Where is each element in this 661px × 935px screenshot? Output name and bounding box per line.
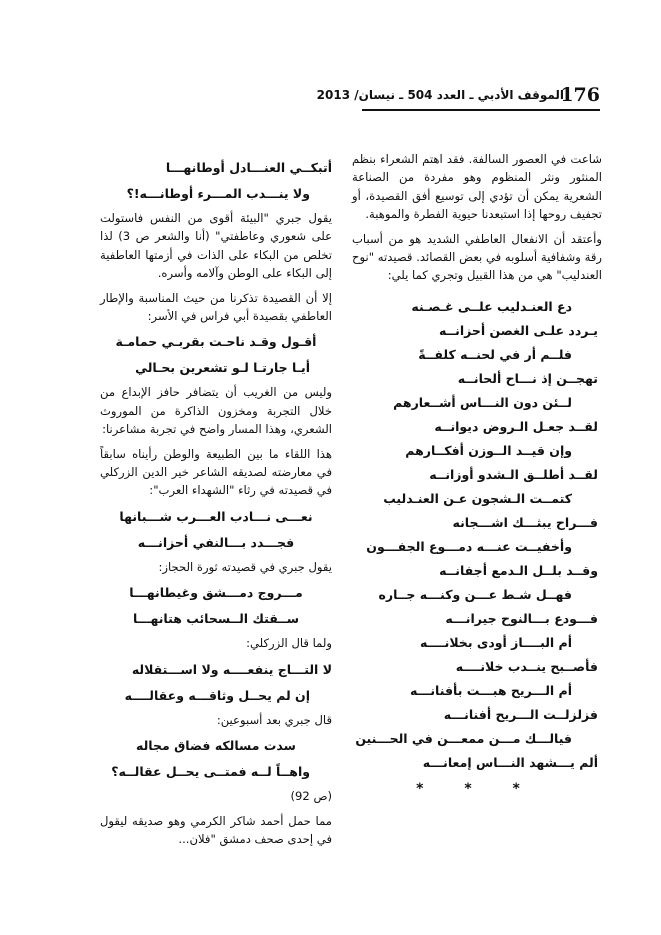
verse-line: أيـا جارتـا لـو تشعرين بحـالي [135, 360, 310, 376]
verse-line: لقــد جعـل الـروض ديوانــه [434, 418, 598, 434]
verse-line: فيالـــك مـــن ممعـــن في الحـــنين [355, 730, 572, 746]
page-reference: (ص 92) [290, 789, 332, 804]
paragraph: ولما قال الزركلي: [246, 636, 332, 651]
verse-line: ســقتك الــسحائب هتانهـــا [132, 611, 300, 627]
paragraph: وأعتقد أن الانفعال العاطفي الشديد هو من أسباب رقة وشفافية أسلوبه في بعض القصائد. قصيدته "نوح العندليب" هي من هذا القبيل وتجري كما يلي: [352, 231, 602, 283]
verse-line: ألم يـــشهد النـــاس إمعانـــه [422, 754, 598, 770]
verse-line: أم البــــاز أودى بخلانــــه [419, 634, 572, 650]
verse-line: لقــد أطلــق الـشدو أوزانــه [429, 466, 598, 482]
verse-line: وقــد بلــل الـدمع أجفانــه [439, 562, 598, 578]
page-number: 176 [560, 84, 600, 106]
paragraph: وليس من الغريب أن يتضافر حافز الإبداع من خلال التجربة ومخزون الذاكرة من الموروث الشعري، وهذا المسار واضح في تجربة مشاعرنا: [100, 385, 332, 437]
verse-line: أقـول وقـد ناحـت بقربـي حمامـة [115, 334, 317, 350]
paragraph: إلا أن القصيدة تذكرنا من حيث المناسبة والإطار العاطفي بقصيدة أبي فراس في الأسر: [100, 290, 332, 324]
poem [352, 295, 602, 775]
header-rule [362, 109, 600, 111]
verse-line: واهــاً لــه فمتــى يحــل عقالــه؟ [111, 764, 310, 780]
verse-line: فلــم أر في لحنــه كلفــةً [418, 346, 572, 362]
verse-line: وأخفيــت عنـــه دمـــوع الجفـــون [366, 538, 572, 554]
left-column [100, 155, 332, 854]
verse-line: فهــل شـط عـــن وكنـــه جــاره [378, 586, 572, 602]
verse-line: فأصــبح ينــدب خلانــــه [455, 658, 598, 674]
verse-line: سدت مسالكه فضاق مجاله [136, 738, 296, 754]
verse-line: وإن قيــد الــوزن أفكــارهم [405, 442, 572, 458]
verse-line: فجـــدد بـــالنفي أحزانـــه [137, 534, 295, 550]
right-column [352, 150, 602, 797]
section-stars: * * * [416, 780, 538, 797]
verse-line: إن لم يحــل وثاقـــه وعقالــــه [124, 687, 310, 703]
running-head: الموقف الأدبي ـ العدد 504 ـ نيسان/ 2013 [316, 88, 564, 102]
verse-line: مـــروج دمـــشق وغيطانهـــا [129, 585, 303, 601]
paragraph: هذا اللقاء ما بين الطبيعة والوطن رأيناه سابقاً في معارضته لصديقه الشاعر خير الدين الزركلي في قصيدته في رثاء "الشهداء العرب": [100, 446, 332, 498]
paragraph: مما حمل أحمد شاكر الكرمي وهو صديقه ليقول في إحدى صحف دمشق "فلان... [100, 813, 332, 846]
verse-line: فزلزلــت الـــريح أفنانـــه [443, 706, 598, 722]
verse-line: دع العنـدليب علــى غـصـنه [411, 298, 572, 314]
verse-line: يـردد علـى الغصن أحزانــه [439, 322, 598, 338]
verse-line: نعـــى نـــادب العـــرب شـــبانها [119, 508, 313, 524]
paragraph: يقول جبري في قصيدته ثورة الحجاز: [158, 559, 332, 574]
verse-line: تهجــن إذ نـــاح ألحانــه [457, 370, 598, 386]
verse-line: كتمــت الـشجون عـن العنـدليب [383, 490, 572, 506]
verse-line: فـــراح يبثـــك اشـــجانه [452, 514, 598, 530]
verse-line: لــئن دون النـــاس أشــعارهم [393, 394, 572, 410]
paragraph: شاعت في العصور السالفة. فقد اهتم الشعراء بنظم المنثور ونثر المنظوم وهو مفردة من الصناعة الشعرية يمكن أن تؤدي إلى توسيع أفق القصيدة، أو تجفيف روحها إذا استبعدنا حيوية الفطرة والموهبة. [352, 152, 602, 222]
verse-line: لا التـــاج ينفعــــه ولا اســـتقلاله [131, 661, 332, 677]
verse-line: أتبكــي العنـــادل أوطانهـــا [165, 160, 332, 175]
paragraph: يقول جبري "البيئة أقوى من النفس فاستولت على شعوري وعاطفتي" (أنا والشعر ص 3) لذا تخلص من البكاء على الذات في أزمتها العاطفية إلى البكاء على الوطن وآلامه وأسره. [100, 211, 332, 281]
verse-line: أم الـــريح هبـــت بأفنانـــه [409, 682, 572, 698]
page-header [316, 84, 600, 108]
paragraph: قال جبري بعد أسبوعين: [216, 712, 332, 727]
verse-line: ولا ينـــدب المـــرء أوطانـــه!؟ [126, 186, 310, 201]
verse-line: فـــودع بـــالنوح جيرانـــه [445, 610, 598, 626]
